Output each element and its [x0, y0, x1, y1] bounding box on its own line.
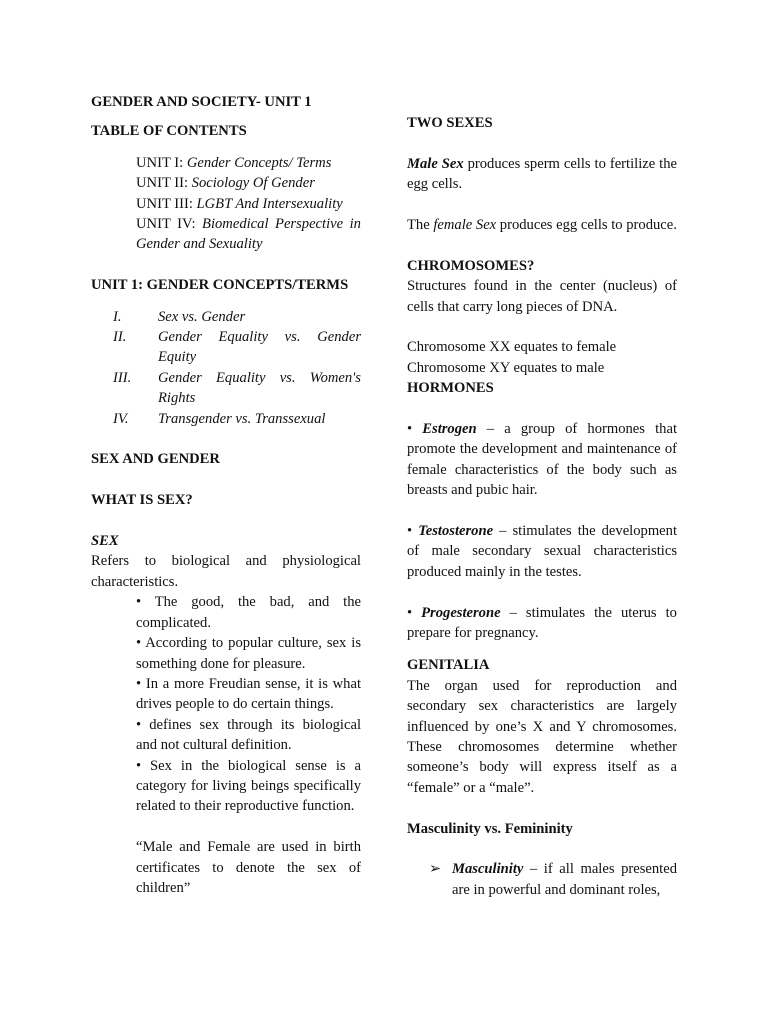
toc-item: UNIT II: Sociology Of Gender	[136, 175, 315, 192]
hormone-testosterone: • Testosterone – stimulates the development of male secondary sexual characteristics produced mainly in the testes.	[407, 523, 678, 580]
what-is-sex-heading: WHAT IS SEX?	[91, 492, 193, 509]
outline-item: IV. Transgender vs. Transsexual	[113, 410, 326, 427]
female-sex-paragraph: The female Sex produces egg cells to produce.	[407, 217, 677, 233]
sex-term: SEX	[91, 533, 119, 550]
toc-heading: TABLE OF CONTENTS	[91, 123, 247, 140]
masculinity-item: ➢ Masculinity – if all males presented are in powerful and dominant roles,	[429, 859, 677, 900]
arrow-bullet-icon: ➢	[429, 861, 442, 878]
outline-item: III. Gender Equality vs. Women's Rights	[113, 369, 361, 407]
xy-line: Chromosome XY equates to male	[407, 359, 605, 376]
list-item: • In a more Freudian sense, it is what drives people to do certain things.	[136, 675, 361, 713]
sex-bullet-list	[136, 592, 361, 898]
hormones-heading: HORMONES	[407, 380, 494, 397]
right-column	[407, 113, 677, 900]
hormone-estrogen: • Estrogen – a group of hormones that promote the development and maintenance of female characteristics of the body such as breasts and pubic hair.	[407, 421, 677, 499]
outline-item: II. Gender Equality vs. Gender Equity	[113, 329, 361, 366]
list-item: • The good, the bad, and the complicated.	[136, 594, 361, 631]
male-sex-paragraph: Male Sex produces sperm cells to fertilize the egg cells.	[407, 155, 677, 193]
toc-list	[136, 153, 361, 255]
toc-item: UNIT III: LGBT And Intersexuality	[136, 195, 343, 212]
birth-certificate-quote: “Male and Female are used in birth certificates to denote the sex of children”	[136, 839, 361, 896]
toc-item: UNIT I: Gender Concepts/ Terms	[136, 154, 332, 171]
left-column	[91, 92, 361, 898]
genitalia-heading: GENITALIA	[407, 657, 490, 674]
list-item: • defines sex through its biological and not cultural definition.	[136, 716, 361, 754]
unit-heading: UNIT 1: GENDER CONCEPTS/TERMS	[91, 277, 349, 294]
masculinity-heading: Masculinity vs. Femininity	[407, 820, 573, 837]
sex-definition: Refers to biological and physiological characteristics.	[91, 553, 361, 590]
two-sexes-heading: TWO SEXES	[407, 115, 493, 131]
genitalia-paragraph: The organ used for reproduction and secondary sex characteristics are largely influenced by one’s X and Y chromosomes. These chromosomes determine whether someone’s body will express itself as a “female” or a “male”.	[407, 677, 677, 796]
sex-gender-heading: SEX AND GENDER	[91, 451, 220, 468]
toc-item: UNIT IV: Biomedical Perspective in Gender and Sexuality	[136, 216, 361, 253]
document-title: GENDER AND SOCIETY- UNIT 1	[91, 94, 312, 110]
list-item: • According to popular culture, sex is something done for pleasure.	[136, 635, 361, 672]
xx-line: Chromosome XX equates to female	[407, 339, 617, 356]
outline-item: I. Sex vs. Gender	[113, 308, 246, 325]
chromosomes-heading: CHROMOSOMES?	[407, 257, 535, 274]
chromosomes-paragraph: Structures found in the center (nucleus) of cells that carry long pieces of DNA.	[407, 278, 677, 315]
hormone-progesterone: • Progesterone – stimulates the uterus to prepare for pregnancy.	[407, 604, 677, 642]
outline-list	[91, 307, 361, 429]
list-item: • Sex in the biological sense is a category for living beings specifically related to their reproductive function.	[136, 757, 361, 815]
